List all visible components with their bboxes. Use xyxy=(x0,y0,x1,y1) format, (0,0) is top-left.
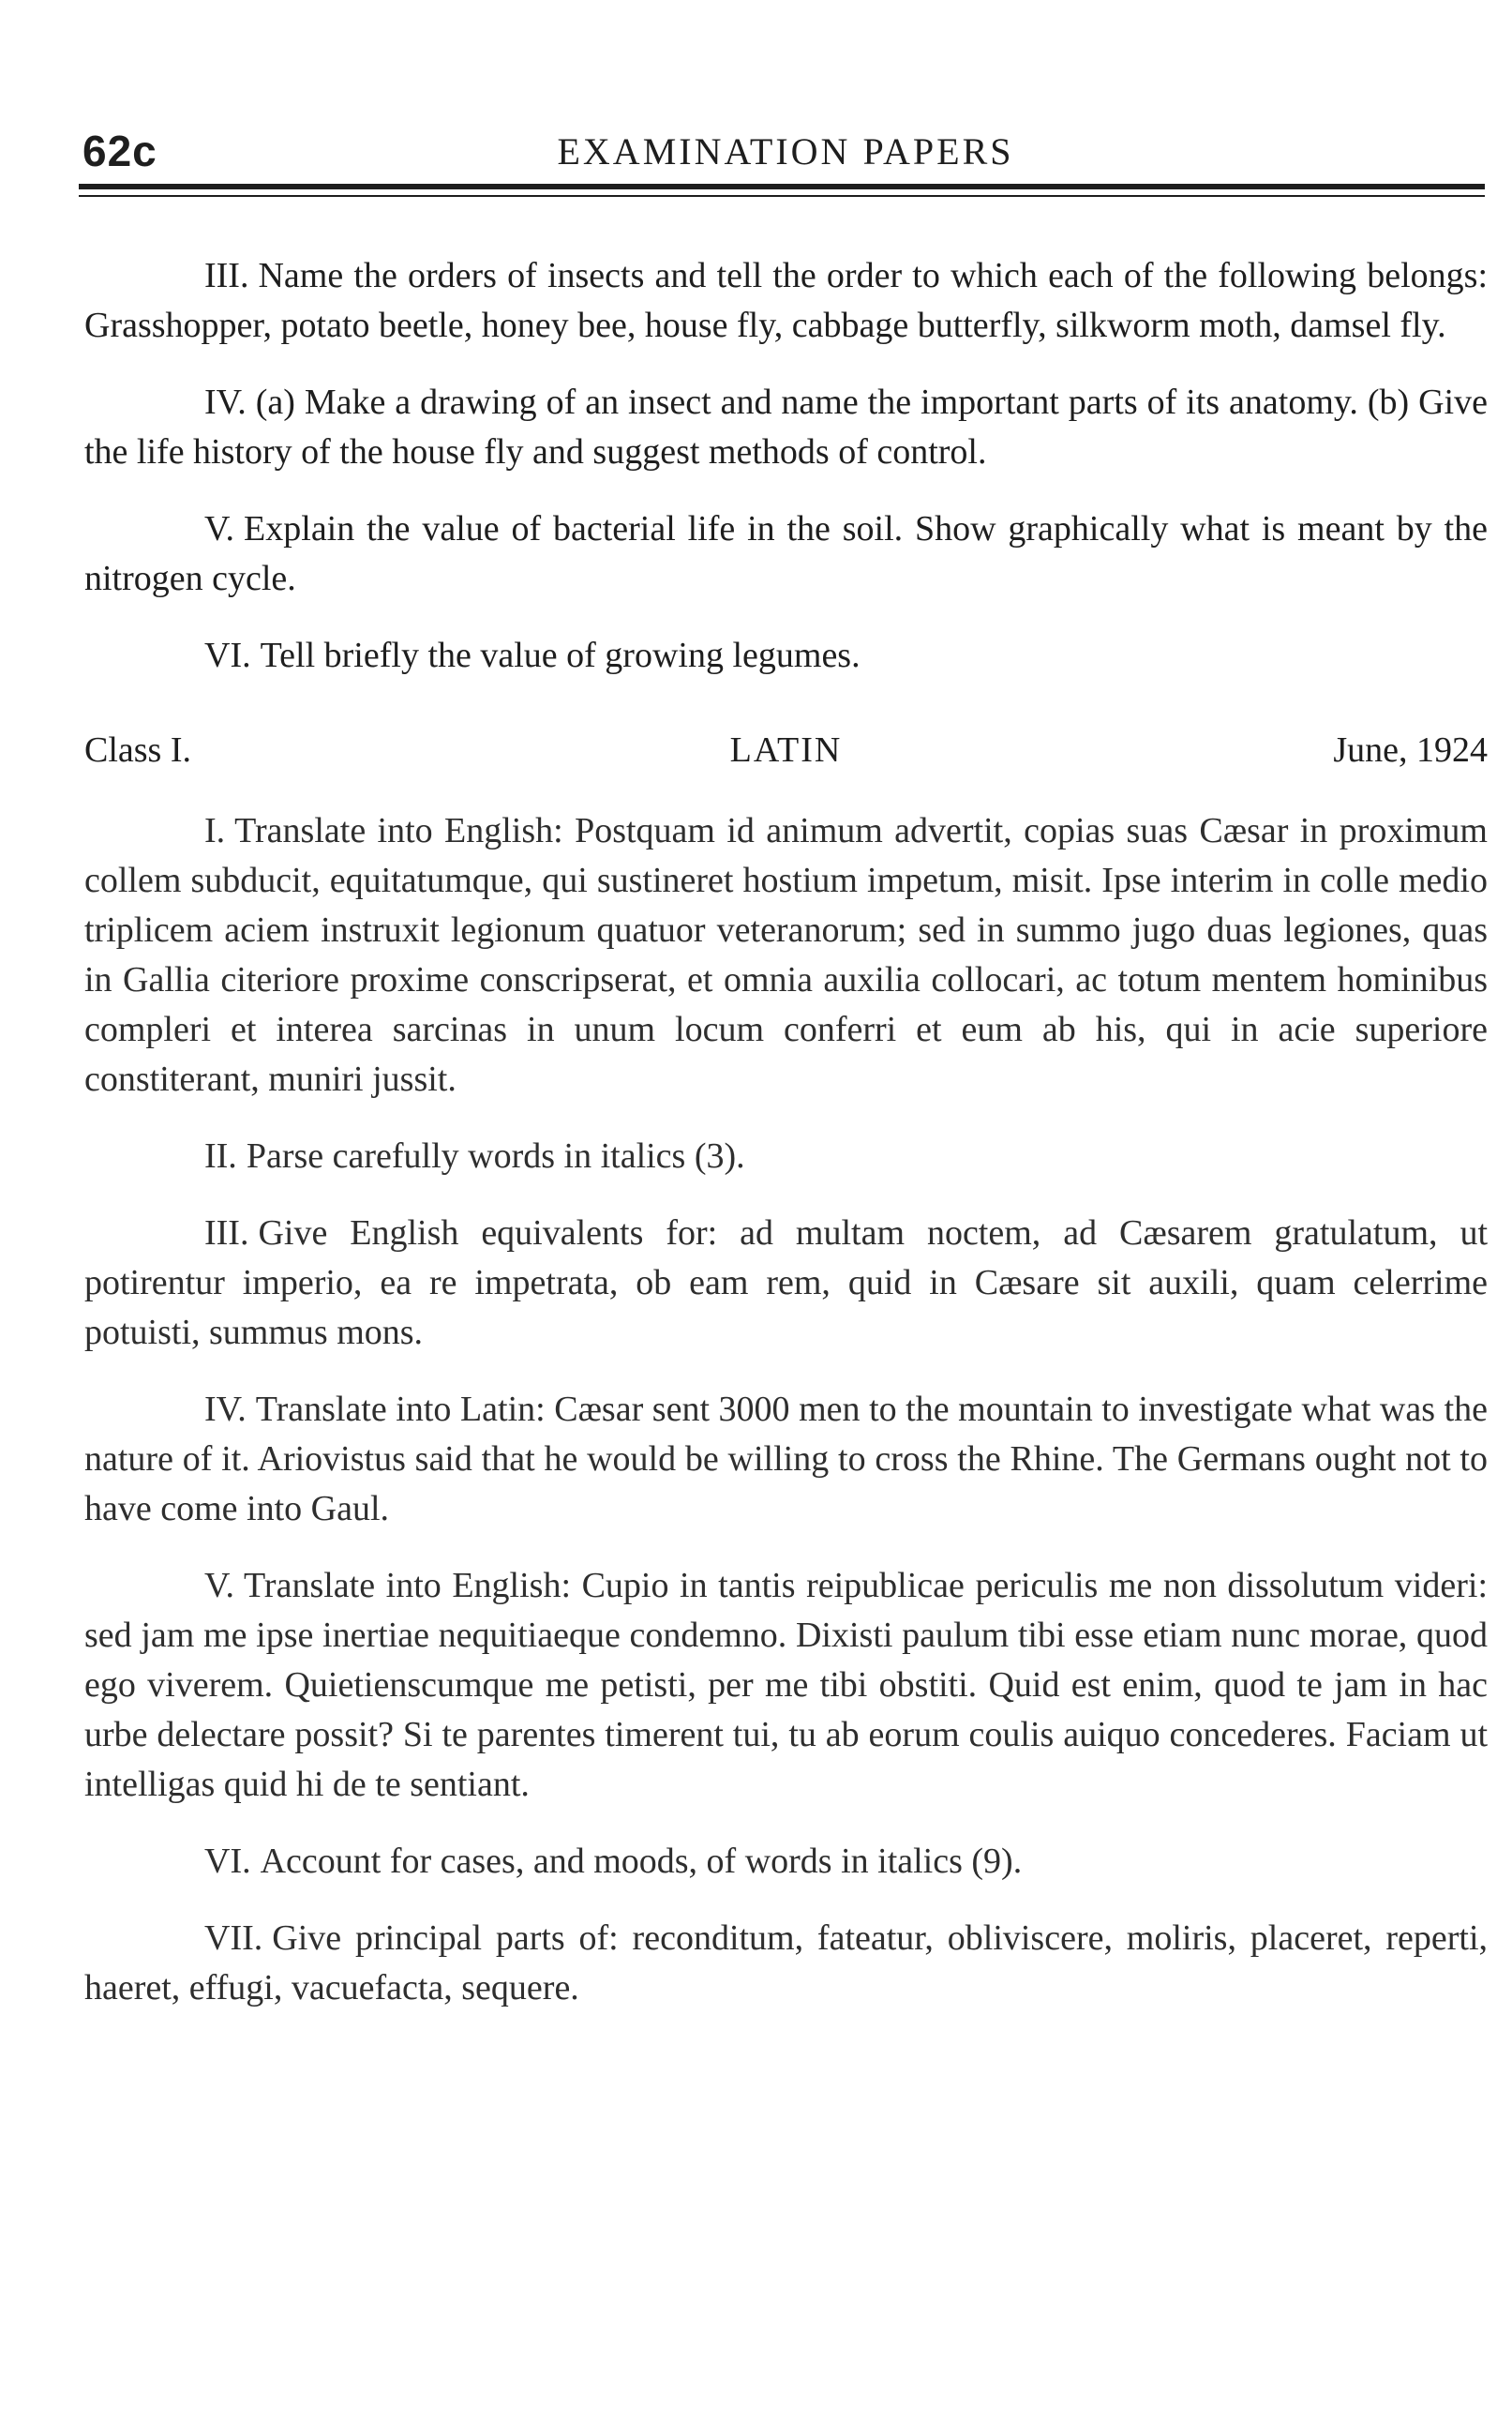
page-header xyxy=(82,120,1489,186)
question-item xyxy=(84,1837,1488,1887)
question-number: III. xyxy=(204,1213,249,1253)
section-heading xyxy=(84,726,1488,778)
latin-questions xyxy=(84,806,1488,2013)
header-rule-thin xyxy=(79,195,1485,197)
question-text: Translate into English: Postquam id animum advertit, copias suas Cæsar in proximum collem subducit, equitatumque, qui sustineret hostium impetum, misit. Ipse interim in colle medio triplicem aciem instruxit legionum quatuor veteranorum; sed in summo jugo duas legiones, quas in Gallia citeriore proxime conscripserat, et omnia auxilia collocari, ac totum mentem hominibus compleri et interea sarcinas in unum locum conferri et eum ab his, qui in acie superiore constiterant, muniri jussit. xyxy=(84,811,1488,1099)
question-item xyxy=(84,378,1488,477)
class-label: Class I. xyxy=(84,730,191,770)
question-item xyxy=(84,1914,1488,2013)
question-text: Tell briefly the value of growing legumes. xyxy=(260,636,861,675)
question-text: Translate into English: Cupio in tantis reipublicae periculis me non dissolutum videri: sed jam me ipse inertiae nequitiaeque condemno. Dixisti paulum tibi esse etiam nunc morae, quod ego viverem. Quietienscumque me petisti, per me tibi obstiti. Quid est enim, quod te jam in hac urbe delectare possit? Si te parentes timerent tui, tu ab eorum coulis auiquo concederes. Faciam ut intelligas quid hi de te sentiant. xyxy=(84,1566,1488,1804)
question-text: (a) Make a drawing of an insect and name the important parts of its anatomy. (b) Give the life history of the house fly and suggest methods of control. xyxy=(84,383,1488,472)
question-item xyxy=(84,1561,1488,1810)
question-number: V. xyxy=(204,509,235,549)
question-text: Explain the value of bacterial life in the soil. Show graphically what is meant by the nitrogen cycle. xyxy=(84,509,1488,598)
question-number: VI. xyxy=(204,636,251,675)
question-text: Give principal parts of: reconditum, fateatur, obliviscere, moliris, placeret, reperti, haeret, effugi, vacuefacta, sequere. xyxy=(84,1918,1488,2007)
question-item xyxy=(84,1385,1488,1534)
question-number: III. xyxy=(204,256,249,295)
question-number: II. xyxy=(204,1136,237,1176)
page-number: 62c xyxy=(82,127,157,175)
header-rule-thick xyxy=(79,184,1485,189)
question-item xyxy=(84,631,1488,681)
subject-title: LATIN xyxy=(729,730,843,770)
page-body xyxy=(84,251,1488,2040)
question-text: Give English equivalents for: ad multam noctem, ad Cæsarem gratulatum, ut potirentur imperio, ea re impetrata, ob eam rem, quid in Cæsare sit auxili, quam celerrime potuisti, summus mons. xyxy=(84,1213,1488,1352)
question-item xyxy=(84,251,1488,351)
question-item xyxy=(84,1209,1488,1358)
question-number: V. xyxy=(204,1566,235,1605)
exam-date: June, 1924 xyxy=(1333,730,1488,770)
question-text: Translate into Latin: Cæsar sent 3000 men to the mountain to investigate what was the nature of it. Ariovistus said that he would be willing to cross the Rhine. The Germans ought not to have come into Gaul. xyxy=(84,1390,1488,1528)
question-text: Account for cases, and moods, of words in italics (9). xyxy=(260,1842,1023,1881)
question-item xyxy=(84,504,1488,604)
question-number: VII. xyxy=(204,1918,263,1958)
question-number: I. xyxy=(204,811,226,850)
question-item xyxy=(84,806,1488,1105)
question-number: IV. xyxy=(204,1390,247,1429)
question-text: Name the orders of insects and tell the order to which each of the following belongs: Grasshopper, potato beetle, honey bee, house fly, cabbage butterfly, silkworm moth, damsel fly. xyxy=(84,256,1488,345)
running-title: EXAMINATION PAPERS xyxy=(557,130,1014,173)
question-number: IV. xyxy=(204,383,247,422)
question-item xyxy=(84,1132,1488,1181)
question-number: VI. xyxy=(204,1842,251,1881)
question-text: Parse carefully words in italics (3). xyxy=(246,1136,745,1176)
